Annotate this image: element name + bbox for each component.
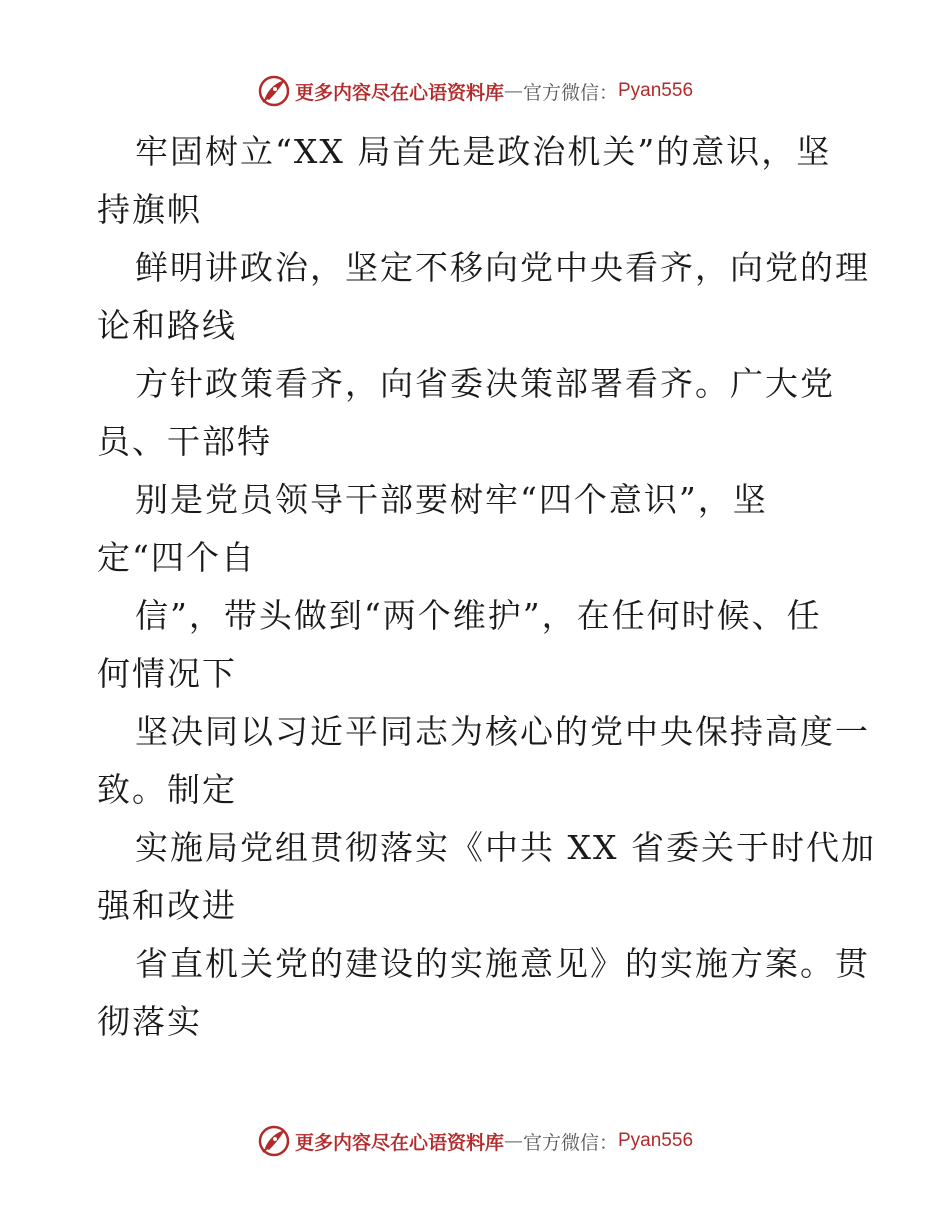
footer-watermark bbox=[0, 1121, 950, 1161]
watermark-contact-id: Pyan556 bbox=[618, 1130, 694, 1151]
body-line: 员、干部特 bbox=[97, 422, 272, 461]
body-line: 鲜明讲政治，坚定不移向党中央看齐，向党的理 bbox=[135, 248, 870, 287]
body-line: 何情况下 bbox=[97, 654, 237, 693]
watermark-contact-id: Pyan556 bbox=[618, 80, 694, 101]
body-line: 定“四个自 bbox=[97, 538, 256, 577]
watermark-contact-label: 官方微信： bbox=[522, 1131, 618, 1154]
body-line: 坚决同以习近平同志为核心的党中央保持高度一 bbox=[135, 712, 870, 751]
watermark-contact-label: 官方微信： bbox=[522, 81, 618, 104]
header-watermark bbox=[0, 71, 950, 111]
body-line: 别是党员领导干部要树牢“四个意识”，坚 bbox=[135, 480, 768, 519]
body-line: 省直机关党的建设的实施意见》的实施方案。贯 bbox=[135, 944, 870, 983]
body-line: 彻落实 bbox=[97, 1002, 202, 1041]
body-line: 致。制定 bbox=[97, 770, 237, 809]
watermark-brand-text: 更多内容尽在心语资料库 bbox=[294, 1131, 504, 1154]
body-line: 方针政策看齐，向省委决策部署看齐。广大党 bbox=[135, 364, 835, 403]
body-line: 信”，带头做到“两个维护”，在任何时候、任 bbox=[135, 596, 822, 635]
document-body bbox=[97, 123, 876, 1051]
watermark-separator: — bbox=[503, 80, 523, 102]
body-line: 持旗帜 bbox=[97, 190, 202, 229]
body-line: 强和改进 bbox=[97, 886, 237, 925]
watermark-brand-text: 更多内容尽在心语资料库 bbox=[294, 81, 504, 104]
body-line: 牢固树立“XX 局首先是政治机关”的意识，坚 bbox=[135, 132, 832, 171]
pen-nib-logo-icon bbox=[257, 74, 291, 108]
body-line: 论和路线 bbox=[97, 306, 237, 345]
body-line: 实施局党组贯彻落实《中共 XX 省委关于时代加 bbox=[135, 828, 876, 867]
watermark-separator: — bbox=[503, 1130, 523, 1152]
pen-nib-logo-icon bbox=[257, 1124, 291, 1158]
